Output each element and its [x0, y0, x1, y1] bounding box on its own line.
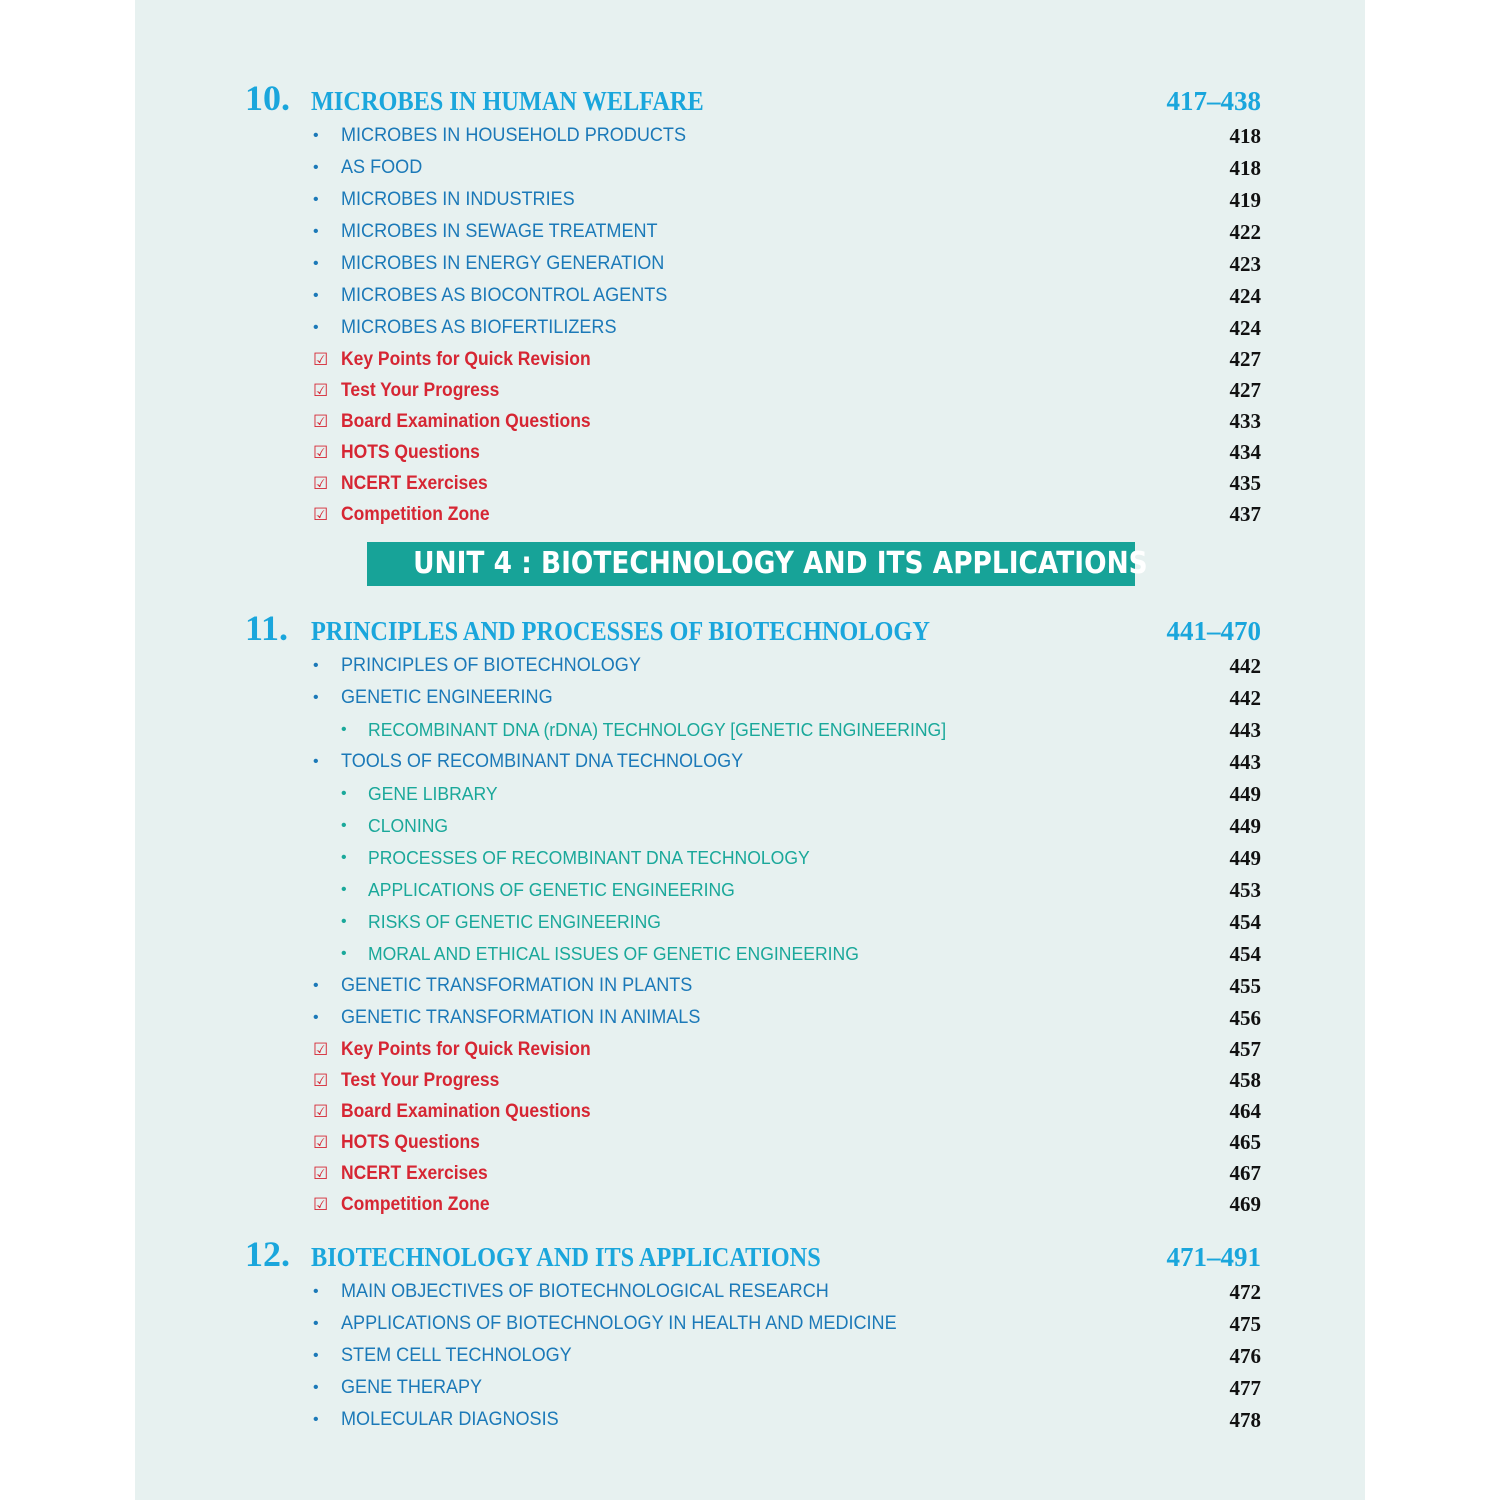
entry-page-number: 442	[1229, 686, 1261, 710]
chapter-items	[245, 120, 1261, 530]
chapter-10	[245, 78, 1261, 530]
entry-label: CLONING	[368, 815, 449, 836]
bullet-icon: •	[341, 945, 347, 962]
checkbox-icon: ☑	[313, 1164, 329, 1183]
entry-page-number: 424	[1229, 284, 1261, 308]
toc-topic-entry[interactable]	[245, 1002, 1261, 1034]
checkbox-icon: ☑	[313, 505, 329, 524]
entry-label: MICROBES IN ENERGY GENERATION	[341, 253, 665, 274]
entry-page-number: 422	[1229, 220, 1261, 244]
bullet-icon: •	[341, 817, 347, 834]
entry-label: MICROBES AS BIOFERTILIZERS	[341, 317, 617, 338]
toc-topic-entry[interactable]	[245, 1276, 1261, 1308]
toc-topic-entry[interactable]	[245, 248, 1261, 280]
toc-subtopic-entry[interactable]	[245, 810, 1261, 842]
entry-page-number: 424	[1229, 316, 1261, 340]
checkbox-icon: ☑	[313, 350, 329, 369]
toc-topic-entry[interactable]	[245, 280, 1261, 312]
bullet-icon: •	[313, 191, 319, 208]
entry-page-number: 449	[1229, 782, 1261, 806]
spacer	[245, 1220, 1261, 1234]
entry-label: AS FOOD	[341, 157, 423, 178]
entry-page-number: 435	[1229, 471, 1261, 495]
toc-exercise-entry[interactable]	[245, 406, 1261, 437]
checkbox-icon: ☑	[313, 381, 329, 400]
entry-page-number: 454	[1229, 910, 1261, 934]
entry-page-number: 418	[1229, 156, 1261, 180]
entry-label: GENETIC TRANSFORMATION IN PLANTS	[341, 975, 693, 996]
chapter-12	[245, 1234, 1261, 1436]
entry-page-number: 443	[1229, 718, 1261, 742]
toc-subtopic-entry[interactable]	[245, 938, 1261, 970]
bullet-icon: •	[313, 255, 319, 272]
entry-label: HOTS Questions	[341, 442, 480, 463]
entry-page-number: 465	[1229, 1130, 1261, 1154]
bullet-icon: •	[313, 1347, 319, 1364]
entry-page-number: 464	[1229, 1099, 1261, 1123]
entry-label: PROCESSES OF RECOMBINANT DNA TECHNOLOGY	[368, 847, 810, 868]
chapter-title: BIOTECHNOLOGY AND ITS APPLICATIONS	[311, 1242, 821, 1272]
entry-page-number: 476	[1229, 1344, 1261, 1368]
bullet-icon: •	[313, 159, 319, 176]
entry-label: MICROBES AS BIOCONTROL AGENTS	[341, 285, 668, 306]
chapter-items	[245, 650, 1261, 1220]
chapter-heading[interactable]	[245, 78, 1261, 120]
entry-label: RISKS OF GENETIC ENGINEERING	[368, 911, 661, 932]
toc-exercise-entry[interactable]	[245, 375, 1261, 406]
entry-page-number: 418	[1229, 124, 1261, 148]
chapter-page-range: 417–438	[1166, 86, 1261, 116]
entry-label: MICROBES IN HOUSEHOLD PRODUCTS	[341, 125, 686, 146]
toc-topic-entry[interactable]	[245, 152, 1261, 184]
bullet-icon: •	[341, 881, 347, 898]
bullet-icon: •	[341, 849, 347, 866]
chapter-number: 11.	[245, 608, 289, 648]
entry-page-number: 457	[1229, 1037, 1261, 1061]
entry-label: Key Points for Quick Revision	[341, 1039, 591, 1060]
toc-subtopic-entry[interactable]	[245, 874, 1261, 906]
toc-page	[135, 0, 1365, 1500]
checkbox-icon: ☑	[313, 474, 329, 493]
bullet-icon: •	[313, 1009, 319, 1026]
chapter-heading[interactable]	[245, 1234, 1261, 1276]
entry-label: Key Points for Quick Revision	[341, 349, 591, 370]
entry-label: Competition Zone	[341, 1194, 490, 1215]
chapter-number: 10.	[245, 78, 290, 118]
toc-exercise-entry[interactable]	[245, 1034, 1261, 1065]
chapter-title: MICROBES IN HUMAN WELFARE	[311, 86, 704, 116]
toc-subtopic-entry[interactable]	[245, 714, 1261, 746]
entry-page-number: 437	[1229, 502, 1261, 526]
bullet-icon: •	[313, 1315, 319, 1332]
toc-exercise-entry[interactable]	[245, 437, 1261, 468]
entry-label: MICROBES IN INDUSTRIES	[341, 189, 575, 210]
toc-exercise-entry[interactable]	[245, 1127, 1261, 1158]
toc-exercise-entry[interactable]	[245, 468, 1261, 499]
entry-label: NCERT Exercises	[341, 1163, 488, 1184]
entry-page-number: 475	[1229, 1312, 1261, 1336]
entry-page-number: 434	[1229, 440, 1261, 464]
entry-label: GENE THERAPY	[341, 1377, 483, 1398]
toc-topic-entry[interactable]	[245, 682, 1261, 714]
bullet-icon: •	[313, 127, 319, 144]
entry-label: Test Your Progress	[341, 380, 500, 401]
entry-page-number: 456	[1229, 1006, 1261, 1030]
entry-label: Board Examination Questions	[341, 1101, 591, 1122]
entry-page-number: 453	[1229, 878, 1261, 902]
entry-label: APPLICATIONS OF GENETIC ENGINEERING	[368, 879, 735, 900]
entry-page-number: 433	[1229, 409, 1261, 433]
bullet-icon: •	[313, 1379, 319, 1396]
bullet-icon: •	[341, 785, 347, 802]
entry-page-number: 472	[1229, 1280, 1261, 1304]
bullet-icon: •	[313, 287, 319, 304]
checkbox-icon: ☑	[313, 1133, 329, 1152]
bullet-icon: •	[313, 689, 319, 706]
unit-banner-title: UNIT 4 : BIOTECHNOLOGY AND ITS APPLICATIONS	[413, 546, 1148, 581]
toc-topic-entry[interactable]	[245, 1340, 1261, 1372]
entry-page-number: 477	[1229, 1376, 1261, 1400]
checkbox-icon: ☑	[313, 412, 329, 431]
entry-label: MICROBES IN SEWAGE TREATMENT	[341, 221, 658, 242]
toc-topic-entry[interactable]	[245, 1372, 1261, 1404]
toc-topic-entry[interactable]	[245, 746, 1261, 778]
toc-exercise-entry[interactable]	[245, 344, 1261, 375]
bullet-icon: •	[341, 721, 347, 738]
entry-label: TOOLS OF RECOMBINANT DNA TECHNOLOGY	[341, 751, 744, 772]
toc-exercise-entry[interactable]	[245, 1096, 1261, 1127]
chapter-number: 12.	[245, 1234, 290, 1274]
entry-page-number: 467	[1229, 1161, 1261, 1185]
toc-topic-entry[interactable]	[245, 970, 1261, 1002]
toc-exercise-entry[interactable]	[245, 1065, 1261, 1096]
checkbox-icon: ☑	[313, 1040, 329, 1059]
entry-page-number: 469	[1229, 1192, 1261, 1216]
chapter-page-range: 471–491	[1166, 1242, 1261, 1272]
entry-page-number: 427	[1229, 378, 1261, 402]
chapter-title: PRINCIPLES AND PROCESSES OF BIOTECHNOLOGY	[311, 616, 930, 646]
toc-subtopic-entry[interactable]	[245, 778, 1261, 810]
entry-label: HOTS Questions	[341, 1132, 480, 1153]
toc-topic-entry[interactable]	[245, 650, 1261, 682]
bullet-icon: •	[313, 1283, 319, 1300]
toc-topic-entry[interactable]	[245, 184, 1261, 216]
entry-label: Test Your Progress	[341, 1070, 500, 1091]
entry-label: NCERT Exercises	[341, 473, 488, 494]
entry-page-number: 478	[1229, 1408, 1261, 1432]
toc-topic-entry[interactable]	[245, 312, 1261, 344]
entry-label: APPLICATIONS OF BIOTECHNOLOGY IN HEALTH AND MEDICINE	[341, 1313, 897, 1334]
bullet-icon: •	[313, 223, 319, 240]
toc-topic-entry[interactable]	[245, 216, 1261, 248]
unit-banner-box	[367, 542, 1148, 586]
toc-subtopic-entry[interactable]	[245, 906, 1261, 938]
bullet-icon: •	[313, 977, 319, 994]
toc-topic-entry[interactable]	[245, 1404, 1261, 1436]
checkbox-icon: ☑	[313, 1102, 329, 1121]
toc-exercise-entry[interactable]	[245, 499, 1261, 530]
unit-banner	[245, 530, 1261, 608]
entry-label: GENETIC TRANSFORMATION IN ANIMALS	[341, 1007, 701, 1028]
checkbox-icon: ☑	[313, 1195, 329, 1214]
bullet-icon: •	[313, 319, 319, 336]
bullet-icon: •	[313, 657, 319, 674]
toc-subtopic-entry[interactable]	[245, 842, 1261, 874]
checkbox-icon: ☑	[313, 1071, 329, 1090]
entry-page-number: 419	[1229, 188, 1261, 212]
entry-label: MORAL AND ETHICAL ISSUES OF GENETIC ENGINEERING	[368, 943, 859, 964]
entry-label: RECOMBINANT DNA (rDNA) TECHNOLOGY [GENETIC ENGINEERING]	[368, 719, 947, 740]
entry-page-number: 442	[1229, 654, 1261, 678]
entry-page-number: 423	[1229, 252, 1261, 276]
entry-label: PRINCIPLES OF BIOTECHNOLOGY	[341, 655, 641, 676]
entry-page-number: 455	[1229, 974, 1261, 998]
entry-label: Board Examination Questions	[341, 411, 591, 432]
bullet-icon: •	[313, 753, 319, 770]
checkbox-icon: ☑	[313, 443, 329, 462]
bullet-icon: •	[313, 1411, 319, 1428]
entry-page-number: 449	[1229, 846, 1261, 870]
chapter-items	[245, 1276, 1261, 1436]
entry-label: MAIN OBJECTIVES OF BIOTECHNOLOGICAL RESEARCH	[341, 1281, 829, 1302]
chapter-page-range: 441–470	[1166, 616, 1261, 646]
toc-exercise-entry[interactable]	[245, 1158, 1261, 1189]
chapter-heading[interactable]	[245, 608, 1261, 650]
entry-label: Competition Zone	[341, 504, 490, 525]
entry-page-number: 454	[1229, 942, 1261, 966]
entry-page-number: 449	[1229, 814, 1261, 838]
entry-page-number: 443	[1229, 750, 1261, 774]
bullet-icon: •	[341, 913, 347, 930]
toc-content	[245, 78, 1261, 1436]
entry-label: MOLECULAR DIAGNOSIS	[341, 1409, 559, 1430]
entry-label: STEM CELL TECHNOLOGY	[341, 1345, 572, 1366]
toc-topic-entry[interactable]	[245, 120, 1261, 152]
chapter-11	[245, 608, 1261, 1220]
entry-page-number: 458	[1229, 1068, 1261, 1092]
toc-exercise-entry[interactable]	[245, 1189, 1261, 1220]
entry-page-number: 427	[1229, 347, 1261, 371]
entry-label: GENETIC ENGINEERING	[341, 687, 553, 708]
entry-label: GENE LIBRARY	[368, 783, 498, 804]
toc-topic-entry[interactable]	[245, 1308, 1261, 1340]
